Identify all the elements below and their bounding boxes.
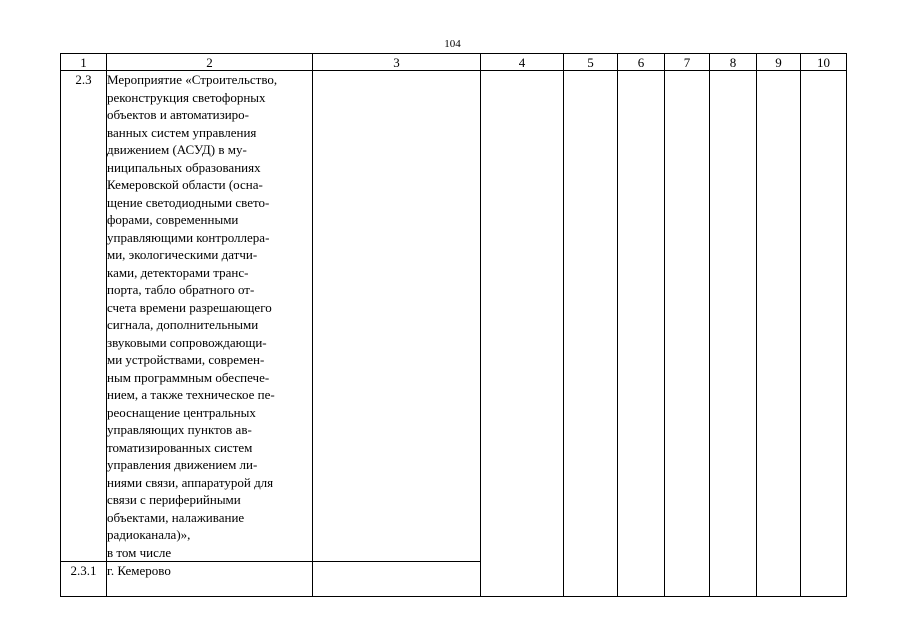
description-line: связи с периферийными: [107, 492, 241, 507]
description-line: г. Кемерово: [107, 563, 171, 578]
row-number: 2.3.1: [61, 562, 107, 597]
cell-col-3: [313, 562, 481, 597]
description-line: звуковыми сопровождающи-: [107, 334, 267, 350]
description-line: ми, экологическими датчи-: [107, 247, 258, 262]
description-line: сигнала, дополнительными: [107, 317, 259, 332]
description-line: Кемеровской области (осна-: [107, 177, 263, 192]
description-line: радиоканала)»,: [107, 527, 191, 542]
table-row: [61, 71, 847, 562]
cell-col-5: [564, 71, 618, 597]
column-header-3: 3: [313, 54, 481, 71]
description-line: Мероприятие «Строительство,: [107, 72, 278, 87]
column-header-9: 9: [757, 54, 801, 71]
column-header-8: 8: [710, 54, 757, 71]
cell-col-6: [618, 71, 665, 597]
description-line: управления движением ли-: [107, 457, 258, 472]
description-line: реоснащение центральных: [107, 404, 256, 420]
description-line: движением (АСУД) в му-: [107, 142, 247, 157]
column-header-10: 10: [801, 54, 847, 71]
table-header-row: [61, 54, 847, 71]
description-line: управляющих пунктов ав-: [107, 422, 252, 437]
description-line: ванных систем управления: [107, 124, 257, 140]
description-line: ниципальных образованиях: [107, 159, 261, 175]
description-line: ным программным обеспече-: [107, 369, 270, 385]
cell-col-10: [801, 71, 847, 597]
cell-col-8: [710, 71, 757, 597]
description-line: порта, табло обратного от-: [107, 282, 255, 297]
description-line: реконструкция светофорных: [107, 89, 266, 105]
description-line: управляющими контроллера-: [107, 229, 270, 245]
column-header-2: 2: [107, 54, 313, 71]
description-line: нием, а также техническое пе-: [107, 387, 275, 402]
description-line: ниями связи, аппаратурой для: [107, 474, 274, 490]
measure-description: [107, 71, 313, 562]
column-header-1: 1: [61, 54, 107, 71]
description-line: объектов и автоматизиро-: [107, 107, 250, 122]
page-number: 104: [444, 38, 461, 50]
description-line: объектами, налаживание: [107, 509, 245, 525]
measures-table: [60, 53, 847, 597]
row-number: 2.3: [61, 71, 107, 562]
cell-col-7: [665, 71, 710, 597]
cell-col-3: [313, 71, 481, 562]
cell-col-4: [481, 71, 564, 597]
measure-description: [107, 562, 313, 597]
description-line: счета времени разрешающего: [107, 299, 272, 315]
description-line: томатизированных систем: [107, 439, 253, 455]
column-header-4: 4: [481, 54, 564, 71]
description-line: щение светодиодными свето-: [107, 194, 270, 210]
column-header-5: 5: [564, 54, 618, 71]
column-header-7: 7: [665, 54, 710, 71]
description-line: ками, детекторами транс-: [107, 264, 249, 280]
description-line: ми устройствами, современ-: [107, 352, 265, 367]
column-header-6: 6: [618, 54, 665, 71]
description-line: в том числе: [107, 544, 172, 560]
cell-col-9: [757, 71, 801, 597]
description-line: форами, современными: [107, 212, 239, 227]
